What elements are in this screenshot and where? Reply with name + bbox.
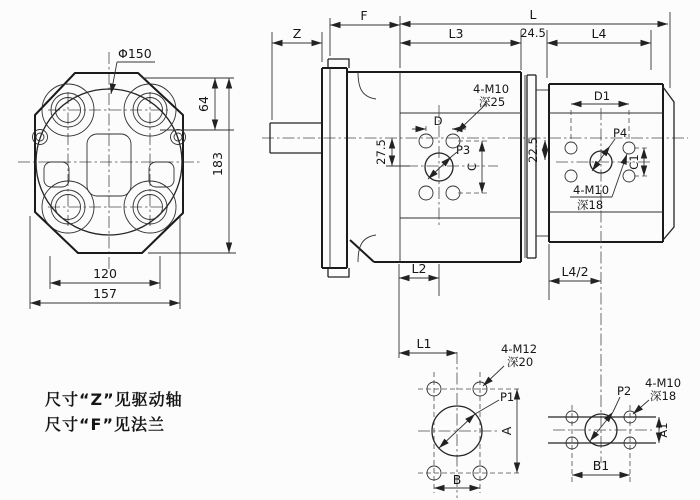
- dim-120-label: 120: [93, 266, 117, 281]
- dim-l4-half: [549, 244, 601, 300]
- port4-thread-label: 4-M10: [573, 183, 610, 197]
- drawing-notes: [45, 390, 183, 434]
- front-view: [18, 46, 236, 309]
- dim-a1-label: A1: [656, 422, 670, 438]
- port-face-1: [406, 105, 498, 225]
- callout-port1-thread: [483, 342, 537, 386]
- dim-120: [50, 256, 160, 289]
- dim-phi150: [111, 46, 155, 94]
- dim-phi150-label: Φ150: [118, 46, 152, 61]
- end-cap: [663, 87, 674, 240]
- dim-a-label: A: [499, 426, 514, 436]
- port2-depth-label: 深18: [650, 389, 677, 403]
- dim-l4-label: L4: [591, 26, 607, 41]
- dim-l3-label: L3: [448, 26, 464, 41]
- dim-24-5-label: 24.5: [520, 26, 546, 40]
- port2-label: P2: [617, 384, 632, 398]
- dim-f-label: F: [360, 8, 368, 23]
- dim-22-5: [526, 137, 545, 163]
- dim-c-label: C: [465, 162, 479, 172]
- dim-183-label: 183: [210, 152, 225, 176]
- note-line-1: 尺寸“Z”见驱动轴: [45, 390, 183, 409]
- dim-b-label: B: [452, 472, 462, 487]
- callout-p4: [592, 126, 627, 171]
- callout-p1: [439, 390, 514, 448]
- port3-label: P3: [456, 143, 471, 157]
- dim-l1-label: L1: [416, 336, 432, 351]
- dim-l: [400, 7, 670, 88]
- dim-l2-label: L2: [411, 261, 427, 276]
- dim-z-label: Z: [292, 26, 302, 41]
- port1-depth-label: 深20: [507, 355, 534, 369]
- mounting-flange: [322, 59, 349, 277]
- callout-port2-thread: [633, 376, 681, 414]
- dim-64: [142, 78, 234, 130]
- dim-24-5: [507, 26, 561, 78]
- callout-port3-thread: [457, 82, 509, 132]
- port3-depth-label: 深25: [479, 95, 506, 109]
- dim-b1: [572, 458, 630, 475]
- port4-depth-label: 深18: [577, 198, 604, 212]
- note-line-2: 尺寸“F”见法兰: [45, 415, 165, 434]
- callout-p3: [428, 143, 470, 179]
- callout-p2: [590, 384, 631, 441]
- dim-22-5-label: 22.5: [526, 137, 540, 163]
- dim-d-label: D: [433, 114, 443, 128]
- dim-d1-label: D1: [593, 89, 611, 103]
- dim-b1-label: B1: [592, 458, 610, 473]
- dim-27-5-label: 27.5: [374, 139, 388, 165]
- dim-c1-label: C1: [627, 154, 641, 170]
- dim-27-5: [374, 138, 410, 166]
- port1-thread-label: 4-M12: [501, 342, 538, 356]
- port4-label: P4: [613, 126, 628, 140]
- port2-thread-label: 4-M10: [645, 376, 682, 390]
- port1-label: P1: [500, 390, 515, 404]
- dim-l4: [547, 26, 651, 70]
- dim-l4-half-label: L4/2: [561, 264, 589, 279]
- bottom-view-port1: [399, 336, 537, 498]
- dim-64-label: 64: [196, 96, 211, 112]
- bottom-view-port2: [548, 376, 681, 482]
- dim-157-label: 157: [93, 286, 117, 301]
- dim-l1: [399, 336, 457, 353]
- section-spacer: [527, 75, 549, 258]
- dim-a1: [656, 417, 670, 443]
- dim-l3: [400, 26, 521, 70]
- dim-z: [272, 26, 322, 120]
- dim-l-label: L: [529, 7, 537, 22]
- port3-thread-label: 4-M10: [473, 82, 510, 96]
